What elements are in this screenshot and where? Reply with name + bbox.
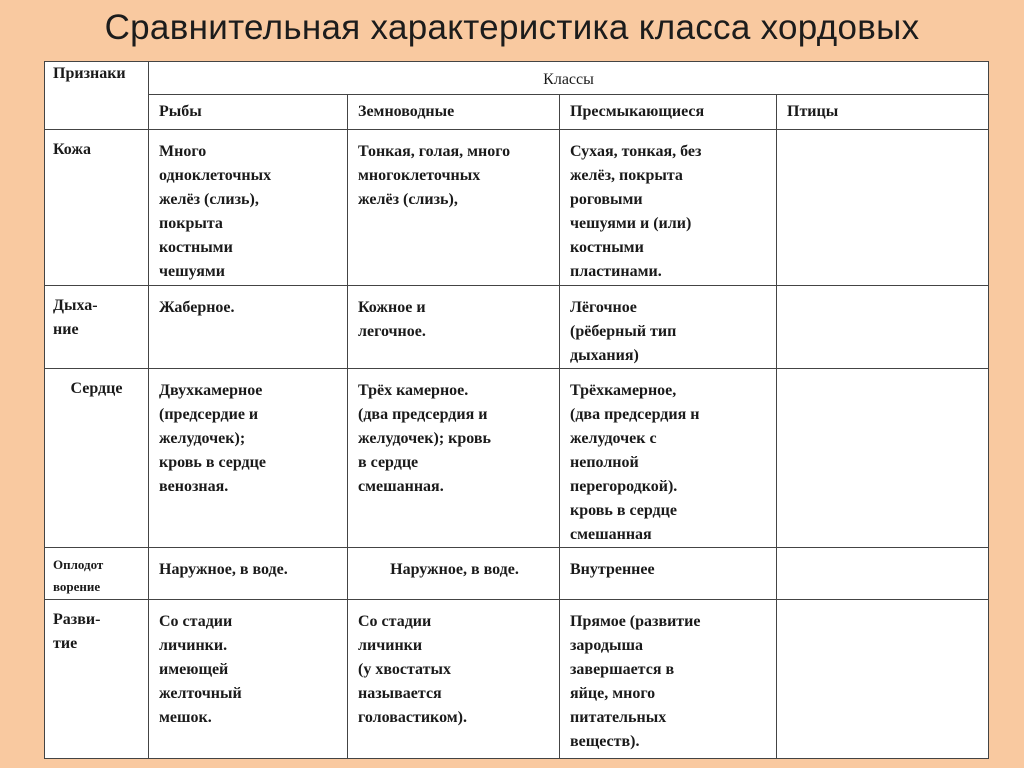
class-header-birds: Птицы: [777, 95, 989, 130]
feature-label-skin: Кожа: [45, 130, 149, 286]
corner-header-features: Признаки: [45, 62, 149, 130]
cell-breathing-amphibians: Кожное и легочное.: [348, 286, 560, 369]
cell-heart-amphibians: Трёх камерное. (два предсердия и желудочек); кровь в сердце смешанная.: [348, 369, 560, 548]
cell-breathing-fish: Жаберное.: [149, 286, 348, 369]
cell-skin-amphibians: Тонкая, голая, много многоклеточных желёз (слизь),: [348, 130, 560, 286]
class-header-reptiles: Пресмыкающиеся: [560, 95, 777, 130]
table-row-fertilization: [45, 548, 989, 600]
cell-development-fish: Со стадии личинки. имеющей желточный мешок.: [149, 600, 348, 759]
header-row-classes: [45, 62, 989, 95]
feature-label-heart: Сердце: [45, 369, 149, 548]
slide-title: Сравнительная характеристика класса хордовых: [104, 8, 920, 47]
header-row-class-names: [45, 95, 989, 130]
feature-label-fertilization: Оплодот ворение: [45, 548, 149, 600]
cell-fertilization-reptiles: Внутреннее: [560, 548, 777, 600]
feature-label-breathing: Дыха- ние: [45, 286, 149, 369]
cell-fertilization-fish: Наружное, в воде.: [149, 548, 348, 600]
class-header-amphibians: Земноводные: [348, 95, 560, 130]
table-row-development: [45, 600, 989, 759]
cell-heart-birds: [777, 369, 989, 548]
cell-breathing-birds: [777, 286, 989, 369]
cell-fertilization-amphibians: Наружное, в воде.: [348, 548, 560, 600]
feature-label-development: Разви- тие: [45, 600, 149, 759]
cell-skin-birds: [777, 130, 989, 286]
cell-skin-fish: Много одноклеточных желёз (слизь), покрыта костными чешуями: [149, 130, 348, 286]
table-row-heart: [45, 369, 989, 548]
cell-heart-reptiles: Трёхкамерное, (два предсердия н желудочек с неполной перегородкой). кровь в сердце смешанная: [560, 369, 777, 548]
cell-breathing-reptiles: Лёгочное (рёберный тип дыхания): [560, 286, 777, 369]
cell-fertilization-birds: [777, 548, 989, 600]
cell-development-amphibians: Со стадии личинки (у хвостатых называется головастиком).: [348, 600, 560, 759]
cell-development-reptiles: Прямое (развитие зародыша завершается в яйце, много питательных веществ).: [560, 600, 777, 759]
cell-development-birds: [777, 600, 989, 759]
comparison-table-container: [44, 61, 988, 753]
table-row-breathing: [45, 286, 989, 369]
comparison-table: [44, 61, 989, 759]
table-row-skin: [45, 130, 989, 286]
class-header-fish: Рыбы: [149, 95, 348, 130]
cell-skin-reptiles: Сухая, тонкая, без желёз, покрыта роговыми чешуями и (или) костными пластинами.: [560, 130, 777, 286]
classes-header: Классы: [149, 62, 989, 95]
cell-heart-fish: Двухкамерное (предсердие и желудочек); кровь в сердце венозная.: [149, 369, 348, 548]
